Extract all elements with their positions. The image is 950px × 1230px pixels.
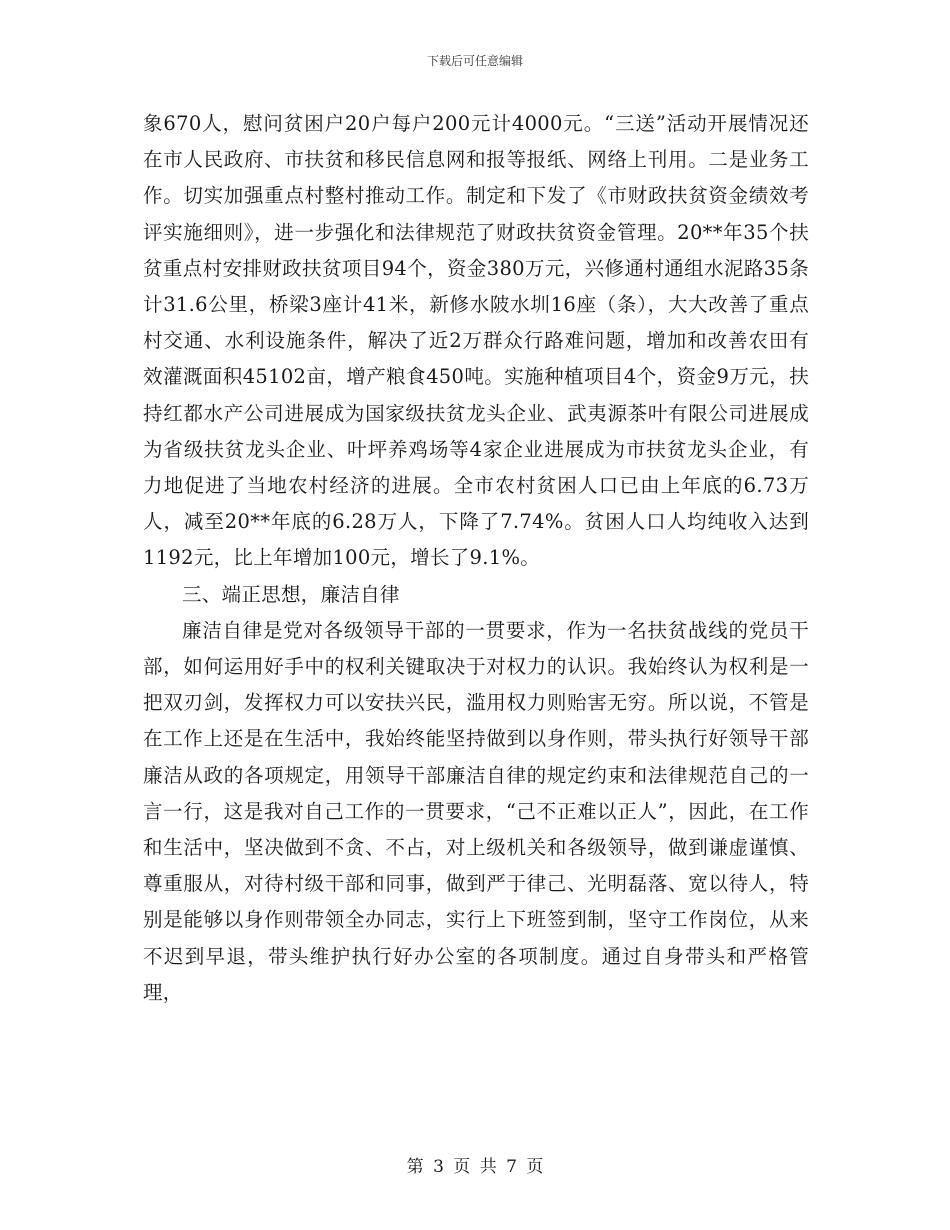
page-number-footer: 第 3 页 共 7 页 [406,1157,544,1177]
document-body [143,106,809,1011]
body-paragraph-integrity: 廉洁自律是党对各级领导干部的一贯要求，作为一名扶贫战线的党员干部，如何运用好手中的权利关键取决于对权力的认识。我始终认为权利是一把双刃剑，发挥权力可以安扶兴民，滥用权力则贻害无穷。所以说，不管是在工作上还是在生活中，我始终能坚持做到以身作则，带头执行好领导干部廉洁从政的各项规定，用领导干部廉洁自律的规定约束和法律规范自己的一言一行，这是我对自己工作的一贯要求，“己不正难以正人”，因此，在工作和生活中，坚决做到不贪、不占，对上级机关和各级领导，做到谦虚谨慎、尊重服从，对待村级干部和同事，做到严于律己、光明磊落、宽以待人，特别是能够以身作则带领全办同志，实行上下班签到制，坚守工作岗位，从来不迟到早退，带头维护执行好办公室的各项制度。通过自身带头和严格管理， [143,618,809,1004]
body-paragraph-continued: 象670人，慰问贫困户20户每户200元计4000元。“三送”活动开展情况还在市人民政府、市扶贫和移民信息网和报等报纸、网络上刊用。二是业务工作。切实加强重点村整村推动工作。制定和下发了《市财政扶贫资金绩效考评实施细则》，进一步强化和法律规范了财政扶贫资金管理。20**年35个扶贫重点村安排财政扶贫项目94个，资金380万元，兴修通村通组水泥路35条计31.6公里，桥梁3座计41米，新修水陂水圳16座（条），大大改善了重点村交通、水利设施条件，解决了近2万群众行路难问题，增加和改善农田有效灌溉面积45102亩，增产粮食450吨。实施种植项目4个，资金9万元，扶持红都水产公司进展成为国家级扶贫龙头企业、武夷源茶叶有限公司进展成为省级扶贫龙头企业、叶坪养鸡场等4家企业进展成为市扶贫龙头企业，有力地促进了当地农村经济的进展。全市农村贫困人口已由上年底的6.73万人，减至20**年底的6.28万人，下降了7.74%。贫困人口人均纯收入达到1192元，比上年增加100元，增长了9.1%。 [143,112,809,570]
section-heading: 三、端正思想，廉洁自律 [182,582,400,606]
page-header-note: 下载后可任意编辑 [426,54,523,68]
